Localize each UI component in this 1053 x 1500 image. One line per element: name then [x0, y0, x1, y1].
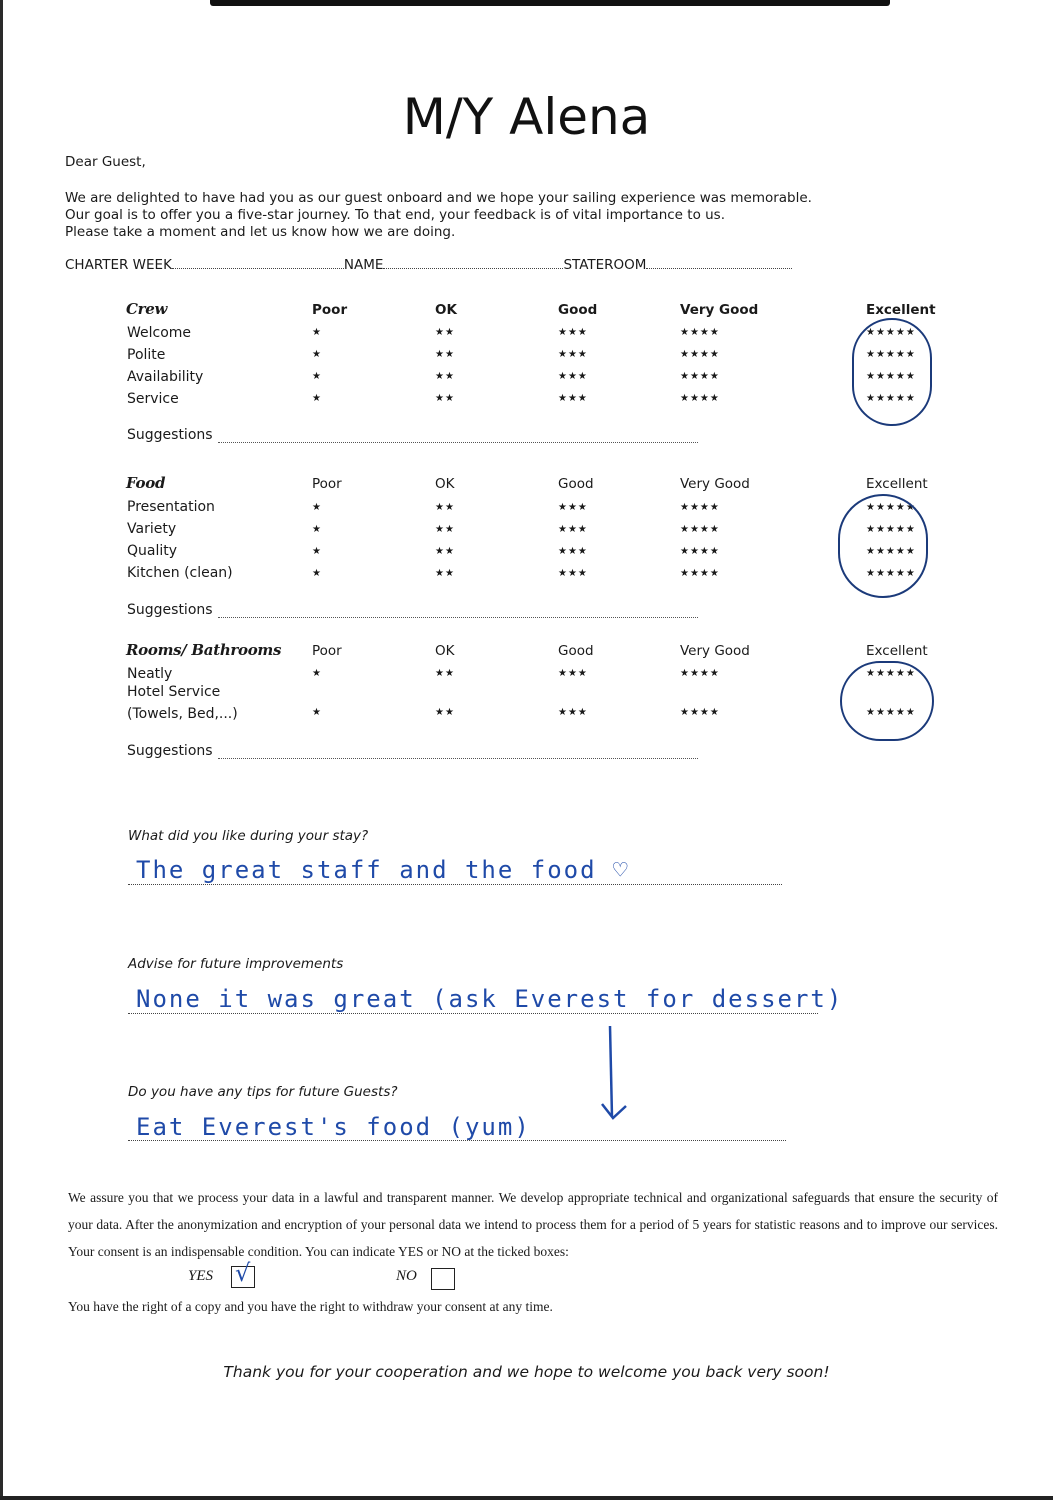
question-label: Do you have any tips for future Guests?	[128, 1084, 398, 1100]
star-option-5[interactable]: ★★★★★	[866, 393, 916, 404]
handwritten-answer: The great staff and the food ♡	[136, 856, 630, 884]
selected-rating-circle	[840, 661, 934, 741]
star-option-1[interactable]: ★	[312, 707, 322, 718]
intro-line-2: Our goal is to offer you a five-star journey. To that end, your feedback is of vital importance to us.	[65, 207, 726, 223]
star-option-1[interactable]: ★	[312, 502, 322, 513]
charter-week-label: CHARTER WEEK	[65, 257, 172, 273]
star-option-5[interactable]: ★★★★★	[866, 349, 916, 360]
star-option-4[interactable]: ★★★★	[680, 327, 720, 338]
star-option-1[interactable]: ★	[312, 349, 322, 360]
star-option-4[interactable]: ★★★★	[680, 568, 720, 579]
star-option-4[interactable]: ★★★★	[680, 707, 720, 718]
star-option-2[interactable]: ★★	[435, 349, 455, 360]
rating-header-excellent: Excellent	[866, 302, 936, 318]
star-option-5[interactable]: ★★★★★	[866, 668, 916, 679]
star-option-3[interactable]: ★★★	[558, 371, 588, 382]
rating-header-good: Good	[558, 643, 594, 659]
suggestions-label: Suggestions	[127, 427, 213, 443]
star-option-3[interactable]: ★★★	[558, 568, 588, 579]
section-title: Food	[126, 474, 166, 492]
suggestions-field[interactable]	[218, 616, 698, 618]
scan-top-edge	[0, 0, 1053, 6]
star-option-4[interactable]: ★★★★	[680, 393, 720, 404]
question-label: What did you like during your stay?	[128, 828, 369, 844]
star-option-2[interactable]: ★★	[435, 393, 455, 404]
answer-field[interactable]	[128, 884, 782, 885]
intro-line-3: Please take a moment and let us know how we are doing.	[65, 224, 456, 240]
section-title: Rooms/ Bathrooms	[126, 641, 282, 659]
rating-item-label: Presentation	[127, 499, 215, 515]
star-option-3[interactable]: ★★★	[558, 393, 588, 404]
rating-header-very-good: Very Good	[680, 643, 750, 659]
rating-item-label: Availability	[127, 369, 204, 385]
data-consent-paragraph: We assure you that we process your data in a lawful and transparent manner. We develop appropriate technical and organizational safeguards that ensure the security of your data. After the anonymization and encryption of your personal data we intend to process them for a period of 5 years for statistic reasons and to improve our services. Your consent is an indispensable condition. You can indicate YES or NO at the ticked boxes:	[68, 1190, 998, 1259]
stateroom-field[interactable]	[646, 258, 792, 269]
rating-header-ok: OK	[435, 643, 455, 659]
star-option-1[interactable]: ★	[312, 327, 322, 338]
star-option-3[interactable]: ★★★	[558, 502, 588, 513]
star-option-1[interactable]: ★	[312, 371, 322, 382]
star-option-5[interactable]: ★★★★★	[866, 327, 916, 338]
thank-you-message: Thank you for your cooperation and we hope to welcome you back very soon!	[223, 1363, 830, 1381]
rating-header-poor: Poor	[312, 302, 348, 318]
star-option-1[interactable]: ★	[312, 668, 322, 679]
charter-week-field[interactable]	[172, 258, 344, 269]
suggestions-field[interactable]	[218, 441, 698, 443]
rating-item-label: Variety	[127, 521, 177, 537]
rating-item-label: Service	[127, 391, 179, 407]
star-option-2[interactable]: ★★	[435, 524, 455, 535]
handwritten-answer: None it was great (ask Everest for dessert)	[136, 985, 844, 1013]
suggestions-label: Suggestions	[127, 602, 213, 618]
star-option-5[interactable]: ★★★★★	[866, 524, 916, 535]
consent-rights-text: You have the right of a copy and you have the right to withdraw your consent at any time.	[68, 1299, 553, 1314]
star-option-4[interactable]: ★★★★	[680, 349, 720, 360]
rating-header-excellent: Excellent	[866, 643, 928, 659]
rating-item-label: Hotel Service	[127, 684, 221, 700]
star-option-3[interactable]: ★★★	[558, 707, 588, 718]
question-label: Advise for future improvements	[128, 956, 344, 972]
star-option-1[interactable]: ★	[312, 568, 322, 579]
scan-left-edge	[0, 0, 3, 1500]
star-option-1[interactable]: ★	[312, 546, 322, 557]
rating-header-excellent: Excellent	[866, 476, 928, 492]
star-option-2[interactable]: ★★	[435, 327, 455, 338]
star-option-2[interactable]: ★★	[435, 707, 455, 718]
rating-item-label: Kitchen (clean)	[127, 565, 233, 581]
charter-info-row	[65, 257, 792, 273]
star-option-2[interactable]: ★★	[435, 371, 455, 382]
star-option-3[interactable]: ★★★	[558, 349, 588, 360]
star-option-3[interactable]: ★★★	[558, 546, 588, 557]
rating-item-label: Polite	[127, 347, 166, 363]
star-option-2[interactable]: ★★	[435, 546, 455, 557]
selected-rating-circle	[852, 318, 932, 426]
rating-header-ok: OK	[435, 302, 457, 318]
rating-header-ok: OK	[435, 476, 455, 492]
star-option-5[interactable]: ★★★★★	[866, 371, 916, 382]
star-option-3[interactable]: ★★★	[558, 668, 588, 679]
star-option-1[interactable]: ★	[312, 524, 322, 535]
arrow-down-icon	[600, 1022, 640, 1132]
check-mark-icon: √	[235, 1259, 251, 1287]
form-title: M/Y Alena	[402, 88, 651, 146]
star-option-4[interactable]: ★★★★	[680, 502, 720, 513]
star-option-5[interactable]: ★★★★★	[866, 502, 916, 513]
star-option-4[interactable]: ★★★★	[680, 524, 720, 535]
rating-header-poor: Poor	[312, 643, 342, 659]
star-option-2[interactable]: ★★	[435, 668, 455, 679]
yes-label: YES	[188, 1268, 214, 1284]
yes-checkbox[interactable]	[231, 1259, 255, 1288]
name-field[interactable]	[383, 258, 563, 269]
star-option-4[interactable]: ★★★★	[680, 668, 720, 679]
rating-header-good: Good	[558, 476, 594, 492]
rating-header-poor: Poor	[312, 476, 342, 492]
star-option-1[interactable]: ★	[312, 393, 322, 404]
star-option-5[interactable]: ★★★★★	[866, 707, 916, 718]
handwritten-answer: Eat Everest's food (yum)	[136, 1113, 531, 1141]
rating-item-label: Welcome	[127, 325, 192, 341]
handwritten-arrow	[600, 1022, 640, 1132]
rating-item-label: Quality	[127, 543, 178, 559]
star-option-3[interactable]: ★★★	[558, 524, 588, 535]
star-option-5[interactable]: ★★★★★	[866, 546, 916, 557]
rating-header-good: Good	[558, 302, 598, 318]
star-option-2[interactable]: ★★	[435, 502, 455, 513]
section-title: Crew	[126, 300, 168, 318]
star-option-2[interactable]: ★★	[435, 568, 455, 579]
no-checkbox[interactable]	[431, 1268, 455, 1290]
rating-item-label: Neatly	[127, 666, 173, 682]
rating-header-very-good: Very Good	[680, 476, 750, 492]
star-option-5[interactable]: ★★★★★	[866, 568, 916, 579]
name-label: NAME	[343, 257, 384, 273]
star-option-3[interactable]: ★★★	[558, 327, 588, 338]
scan-bottom-edge	[0, 1496, 1053, 1500]
suggestions-label: Suggestions	[127, 743, 213, 759]
answer-field[interactable]	[128, 1013, 818, 1014]
rating-item-label: (Towels, Bed,...)	[127, 706, 238, 722]
intro-line-1: We are delighted to have had you as our guest onboard and we hope your sailing experience was memorable.	[65, 190, 812, 206]
greeting: Dear Guest,	[65, 154, 146, 170]
rating-header-very-good: Very Good	[680, 302, 759, 318]
no-label: NO	[396, 1268, 417, 1284]
stateroom-label: STATEROOM	[563, 257, 647, 273]
star-option-4[interactable]: ★★★★	[680, 546, 720, 557]
star-option-4[interactable]: ★★★★	[680, 371, 720, 382]
suggestions-field[interactable]	[218, 757, 698, 759]
selected-rating-circle	[838, 494, 928, 598]
